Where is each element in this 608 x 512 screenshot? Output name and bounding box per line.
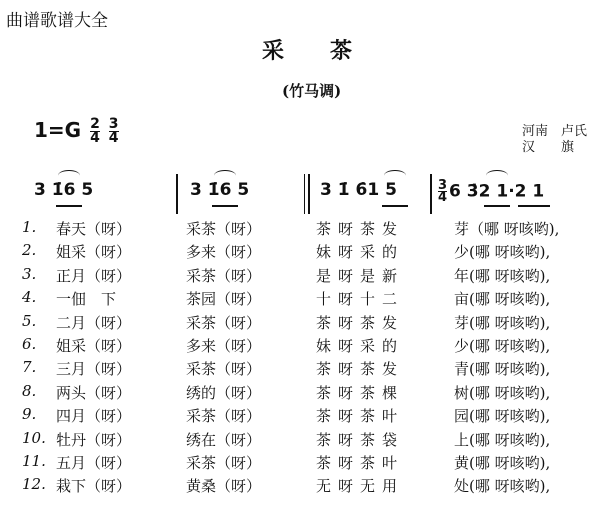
song-title: 采茶: [262, 38, 399, 64]
verse-number: 12.: [22, 475, 46, 494]
bar-line: [430, 174, 432, 214]
notation-underline: [484, 205, 510, 207]
lyric-phrase-4: 芽(哪 呀咳哟),: [454, 313, 551, 332]
notation-tie: [384, 170, 406, 181]
verse-number: 3.: [22, 264, 37, 283]
lyric-phrase-1: 春天（呀）: [56, 220, 132, 238]
lyric-phrase-2: 茶园（呀）: [186, 290, 262, 309]
notation-tie: [486, 170, 508, 181]
lyric-phrase-4: 树(哪 呀咳哟),: [454, 383, 551, 402]
lyric-phrase-2: 采茶（呀）: [186, 407, 262, 426]
lyric-phrase-3: 是呀是新: [316, 266, 405, 285]
lyric-phrase-1: 正月（呀）: [56, 266, 132, 285]
verse-number: 6.: [22, 335, 37, 353]
lyric-phrase-1: 五月（呀）: [56, 454, 132, 472]
lyric-line: [0, 429, 608, 451]
lyric-phrase-3: 妹呀采的: [316, 337, 405, 355]
notation-tie: [214, 170, 236, 181]
double-bar-line: [304, 174, 310, 214]
notation-measure-1: 3 1̇6 5: [34, 180, 94, 200]
lyric-phrase-3: 茶呀茶袋: [316, 430, 405, 449]
lyric-phrase-2: 多来（呀）: [186, 337, 262, 355]
lyric-line: [0, 288, 608, 310]
verse-number: 8.: [22, 381, 37, 400]
lyric-phrase-1: 二月（呀）: [56, 313, 132, 332]
lyric-phrase-3: 茶呀茶发: [316, 220, 405, 238]
lyric-phrase-2: 采茶（呀）: [186, 360, 262, 379]
lyric-phrase-3: 茶呀茶叶: [316, 454, 405, 472]
lyric-line: [0, 312, 608, 334]
verse-number: 5.: [22, 311, 37, 330]
lyric-phrase-4: 芽（哪 呀咳哟),: [454, 220, 560, 238]
lyric-line: [0, 241, 608, 263]
lyric-phrase-3: 茶呀茶棵: [316, 383, 405, 402]
notation-measure-4: $\frac{3}{4}$ 6 3̇2 1·2 1: [438, 178, 545, 205]
lyric-phrase-2: 多来（呀）: [186, 243, 262, 262]
lyric-phrase-2: 采茶（呀）: [186, 313, 262, 332]
key-label: 1=G: [34, 118, 82, 142]
lyric-phrase-4: 少(哪 呀咳哟),: [454, 243, 551, 262]
lyric-phrase-1: 姐采（呀）: [56, 243, 132, 262]
notation-tie: [58, 170, 80, 181]
lyric-phrase-2: 采茶（呀）: [186, 220, 262, 238]
lyric-line: [0, 335, 608, 357]
site-name: 曲谱歌谱大全: [6, 11, 108, 31]
lyric-phrase-2: 绣的（呀）: [186, 383, 262, 402]
time-signature-2-4: $\frac{2}{4}$: [90, 116, 100, 146]
lyric-phrase-1: 牡丹（呀）: [56, 430, 132, 449]
lyric-phrase-4: 亩(哪 呀咳哟),: [454, 290, 551, 309]
lyric-phrase-1: 三月（呀）: [56, 360, 132, 379]
notation-measure-3: 3 1̇ 6̇1 5: [320, 180, 397, 200]
song-subtitle: (竹马调): [282, 82, 342, 100]
lyric-phrase-4: 处(哪 呀咳哟),: [454, 477, 551, 496]
lyric-phrase-3: 无呀无用: [316, 477, 405, 496]
notation-measure-2: 3 1̇6 5: [190, 180, 250, 200]
lyric-phrase-4: 黄(哪 呀咳哟),: [454, 454, 551, 472]
lyric-phrase-1: 四月（呀）: [56, 407, 132, 426]
verse-number: 2.: [22, 241, 37, 260]
verse-number: 9.: [22, 405, 37, 424]
lyric-line: [0, 265, 608, 287]
lyric-line: [0, 382, 608, 404]
lyric-phrase-4: 园(哪 呀咳哟),: [454, 407, 551, 426]
verse-number: 1.: [22, 218, 37, 236]
lyric-phrase-1: 一佃 下: [56, 290, 117, 309]
verse-number: 10.: [22, 428, 46, 447]
lyric-line: [0, 452, 608, 474]
lyric-phrase-3: 茶呀茶叶: [316, 407, 405, 426]
lyric-phrase-4: 年(哪 呀咳哟),: [454, 266, 551, 285]
lyric-phrase-1: 两头（呀）: [56, 383, 132, 402]
lyric-phrase-3: 十呀十二: [316, 290, 405, 309]
lyric-phrase-2: 绣在（呀）: [186, 430, 262, 449]
notation-underline: [56, 205, 82, 207]
credit-line-2: 汉 旗: [522, 140, 575, 155]
time-signature-3-4: $\frac{3}{4}$: [108, 116, 119, 146]
notation-underline: [518, 205, 550, 207]
time-signature-change: $\frac{3}{4}$: [438, 178, 448, 205]
lyric-phrase-2: 黄桑（呀）: [186, 477, 262, 496]
key-signature: [34, 118, 119, 145]
lyric-phrase-2: 采茶（呀）: [186, 454, 262, 472]
lyric-phrase-3: 妹呀采的: [316, 243, 405, 262]
lyric-phrase-4: 青(哪 呀咳哟),: [454, 360, 551, 379]
verse-number: 4.: [22, 288, 37, 307]
lyric-line: [0, 358, 608, 380]
lyric-phrase-4: 上(哪 呀咳哟),: [454, 430, 551, 449]
verse-number: 11.: [22, 452, 46, 470]
lyric-phrase-3: 茶呀茶发: [316, 313, 405, 332]
notation-underline: [382, 205, 408, 207]
lyric-line: [0, 218, 608, 240]
lyric-phrase-1: 栽下（呀）: [56, 477, 132, 496]
lyric-phrase-3: 茶呀茶发: [316, 360, 405, 379]
credit-line-1: 河南 卢氏: [522, 124, 588, 139]
lyric-phrase-1: 姐采（呀）: [56, 337, 132, 355]
bar-line: [176, 174, 178, 214]
lyric-line: [0, 405, 608, 427]
verse-number: 7.: [22, 358, 37, 377]
lyric-phrase-2: 采茶（呀）: [186, 266, 262, 285]
notation-underline: [212, 205, 238, 207]
lyric-line: [0, 475, 608, 497]
lyric-phrase-4: 少(哪 呀咳哟),: [454, 337, 551, 355]
